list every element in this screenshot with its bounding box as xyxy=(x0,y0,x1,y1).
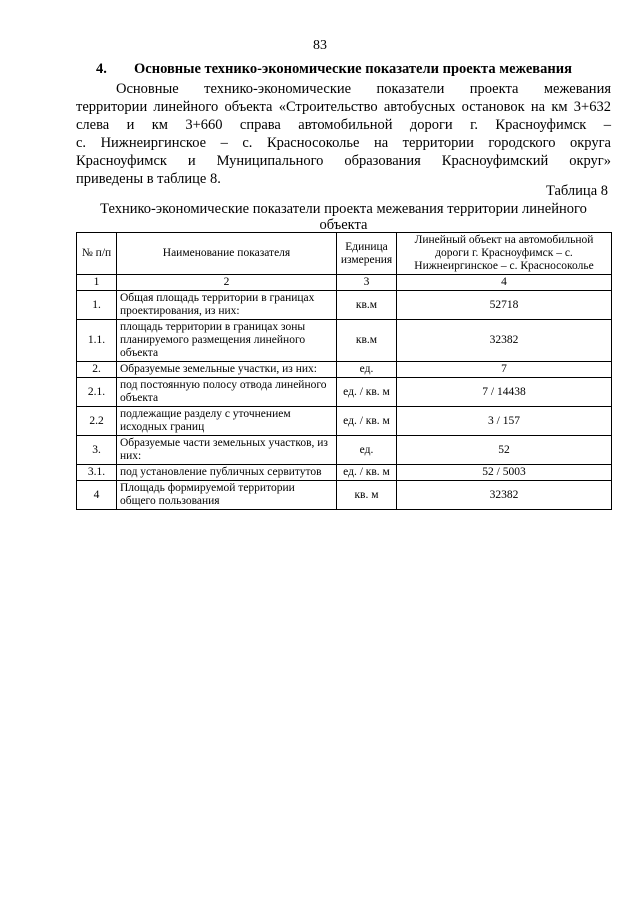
header-unit: Единица измерения xyxy=(337,233,397,275)
row-indicator: под установление публичных сервитутов xyxy=(117,465,337,481)
section-title: Основные технико-экономические показатели проекта межевания xyxy=(134,61,572,77)
row-unit: кв. м xyxy=(337,481,397,510)
paragraph-line: слева и км 3+660 справа автомобильной дороги г. Красноуфимск – xyxy=(76,117,611,133)
row-value: 32382 xyxy=(397,320,612,362)
section-number: 4. xyxy=(96,61,107,77)
table-number: Таблица 8 xyxy=(545,183,608,199)
header-object: Линейный объект на автомобильной дороги г. Красноуфимск – с. Нижнеиргинское – с. Красносоколье xyxy=(397,233,612,275)
row-value: 7 / 14438 xyxy=(397,378,612,407)
section-heading xyxy=(96,61,616,78)
header-number: № п/п xyxy=(77,233,117,275)
row-value: 7 xyxy=(397,362,612,378)
intro-paragraph xyxy=(76,80,611,188)
row-number: 3.1. xyxy=(77,465,117,481)
row-indicator: Образуемые части земельных участков, из них: xyxy=(117,436,337,465)
table-caption: Технико-экономические показатели проекта межевания территории линейного объекта xyxy=(100,201,587,233)
row-number: 3. xyxy=(77,436,117,465)
row-indicator: подлежащие разделу с уточнением исходных границ xyxy=(117,407,337,436)
row-number: 2. xyxy=(77,362,117,378)
row-unit: кв.м xyxy=(337,320,397,362)
column-numbering-row xyxy=(77,275,612,291)
row-unit: кв.м xyxy=(337,291,397,320)
table-header-row xyxy=(77,233,612,275)
table-row xyxy=(77,291,612,320)
paragraph-line: приведены в таблице 8. xyxy=(76,171,221,187)
paragraph-line: территории линейного объекта «Строительство автобусных остановок на км 3+632 xyxy=(76,99,611,115)
header-indicator: Наименование показателя xyxy=(117,233,337,275)
column-index: 4 xyxy=(397,275,612,291)
table-row xyxy=(77,436,612,465)
column-index: 1 xyxy=(77,275,117,291)
row-value: 52 xyxy=(397,436,612,465)
table-row xyxy=(77,481,612,510)
table-row xyxy=(77,407,612,436)
row-unit: ед. / кв. м xyxy=(337,378,397,407)
row-value: 32382 xyxy=(397,481,612,510)
row-unit: ед. / кв. м xyxy=(337,407,397,436)
column-index: 2 xyxy=(117,275,337,291)
row-value: 52 / 5003 xyxy=(397,465,612,481)
row-indicator: Общая площадь территории в границах проектирования, из них: xyxy=(117,291,337,320)
row-number: 4 xyxy=(77,481,117,510)
row-value: 3 / 157 xyxy=(397,407,612,436)
row-value: 52718 xyxy=(397,291,612,320)
row-number: 2.1. xyxy=(77,378,117,407)
row-indicator: Образуемые земельные участки, из них: xyxy=(117,362,337,378)
paragraph-line: с. Нижнеиргинское – с. Красносоколье на территории городского округа xyxy=(76,135,611,151)
row-unit: ед. xyxy=(337,436,397,465)
row-indicator: площадь территории в границах зоны планируемого размещения линейного объекта xyxy=(117,320,337,362)
indicators-table xyxy=(76,232,612,510)
table-row xyxy=(77,362,612,378)
row-indicator: Площадь формируемой территории общего пользования xyxy=(117,481,337,510)
table-row xyxy=(77,465,612,481)
page-number: 83 xyxy=(313,38,327,53)
row-unit: ед. xyxy=(337,362,397,378)
table-row xyxy=(77,378,612,407)
paragraph-line: Основные технико-экономические показатели проекта межевания xyxy=(116,81,611,97)
row-number: 1.1. xyxy=(77,320,117,362)
column-index: 3 xyxy=(337,275,397,291)
row-unit: ед. / кв. м xyxy=(337,465,397,481)
table-row xyxy=(77,320,612,362)
paragraph-line: Красноуфимск и Муниципального образования Красноуфимский округ» xyxy=(76,153,611,169)
row-number: 2.2 xyxy=(77,407,117,436)
row-indicator: под постоянную полосу отвода линейного объекта xyxy=(117,378,337,407)
row-number: 1. xyxy=(77,291,117,320)
